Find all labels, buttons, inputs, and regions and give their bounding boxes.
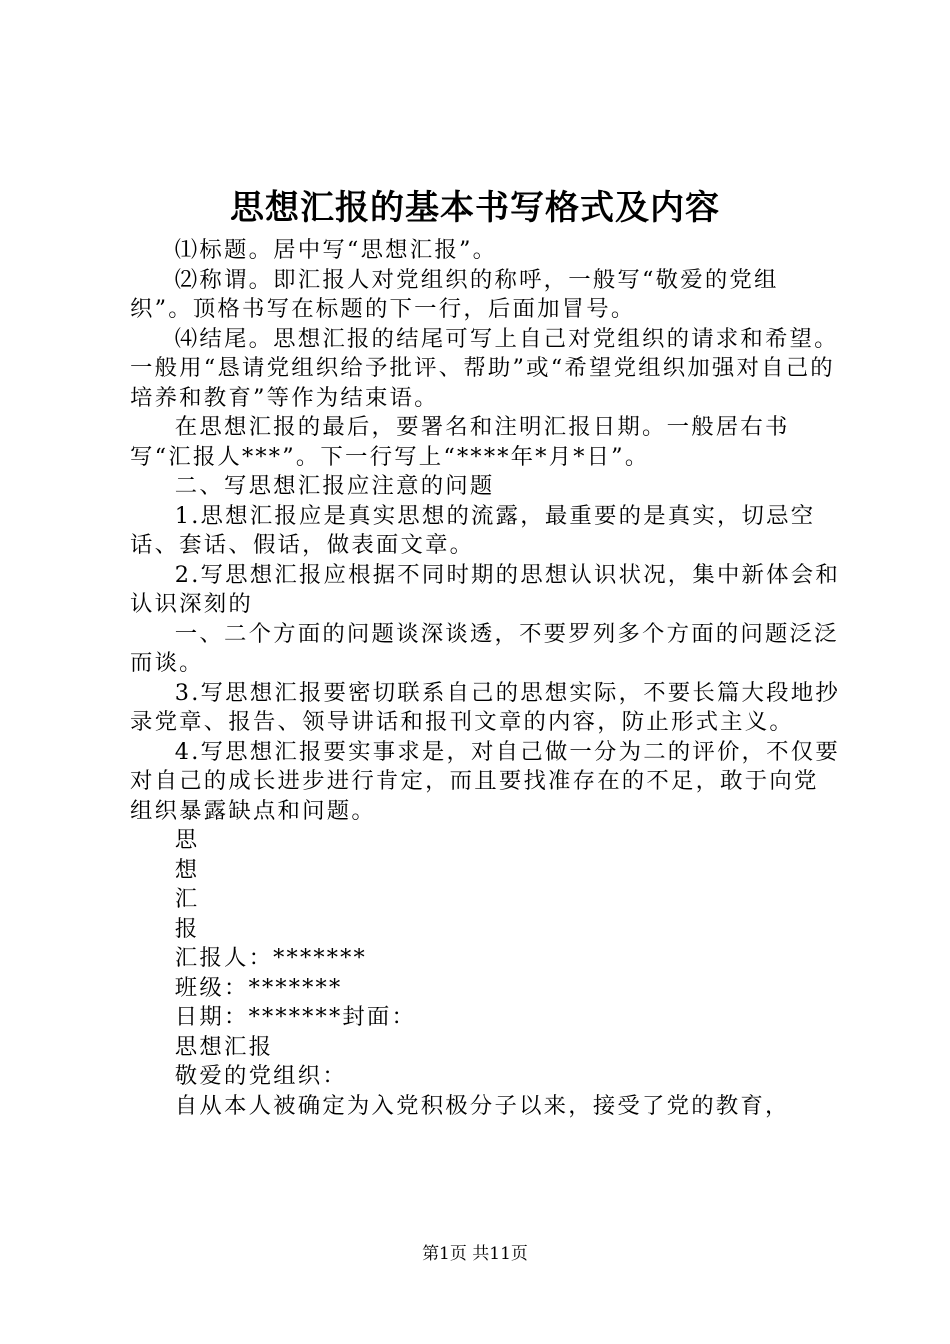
paragraph-ending: ⑷结尾。思想汇报的结尾可写上自己对党组织的请求和希望。一般用“恳请党组织给予批评、帮助”或“希望党组织加强对自己的培养和教育”等作为结束语。 [130, 325, 839, 411]
class-line: 班级：******* [174, 974, 343, 1001]
vertical-char-4: 报 [174, 915, 200, 942]
paragraph-point-2: 2.写思想汇报应根据不同时期的思想认识状况，集中新体会和认识深刻的 [130, 561, 840, 617]
paragraph-point-3: 3.写思想汇报要密切联系自己的思想实际，不要长篇大段地抄录党章、报告、领导讲话和报刊文章的内容，防止形式主义。 [130, 679, 840, 735]
document-title: 思想汇报的基本书写格式及内容 [230, 188, 720, 228]
paragraph-point-1: 1.思想汇报应是真实思想的流露，最重要的是真实，切忌空话、套话、假话，做表面文章。 [130, 502, 816, 558]
vertical-char-2: 想 [174, 856, 200, 883]
report-heading-line: 思想汇报 [174, 1033, 274, 1060]
paragraph-point-2-continued: 一、二个方面的问题谈深谈透，不要罗列多个方面的问题泛泛而谈。 [130, 620, 839, 676]
vertical-char-1: 思 [174, 827, 200, 853]
reporter-line: 汇报人：******* [174, 945, 367, 971]
section-heading: 二、写思想汇报应注意的问题 [174, 473, 495, 499]
paragraph-title-format: ⑴标题。居中写“思想汇报”。 [174, 237, 498, 263]
paragraph-signature: 在思想汇报的最后，要署名和注明汇报日期。一般居右书写“汇报人***”。下一行写上“****年*月*日”。 [130, 414, 790, 470]
vertical-char-3: 汇 [174, 886, 200, 912]
paragraph-point-4: 4.写思想汇报要实事求是，对自己做一分为二的评价，不仅要对自己的成长进步进行肯定，而且要找准存在的不足，敢于向党组织暴露缺点和问题。 [130, 738, 840, 824]
salutation-line: 敬爱的党组织： [174, 1063, 347, 1089]
document-body [130, 236, 840, 1121]
paragraph-salutation: ⑵称谓。即汇报人对党组织的称呼，一般写“敬爱的党组织”。顶格书写在标题的下一行，后面加冒号。 [130, 266, 779, 322]
opening-sentence-line: 自从本人被确定为入党积极分子以来，接受了党的教育， [174, 1092, 790, 1119]
date-line: 日期：*******封面： [174, 1004, 417, 1030]
page-number: 第1页 共11页 [422, 1244, 528, 1264]
